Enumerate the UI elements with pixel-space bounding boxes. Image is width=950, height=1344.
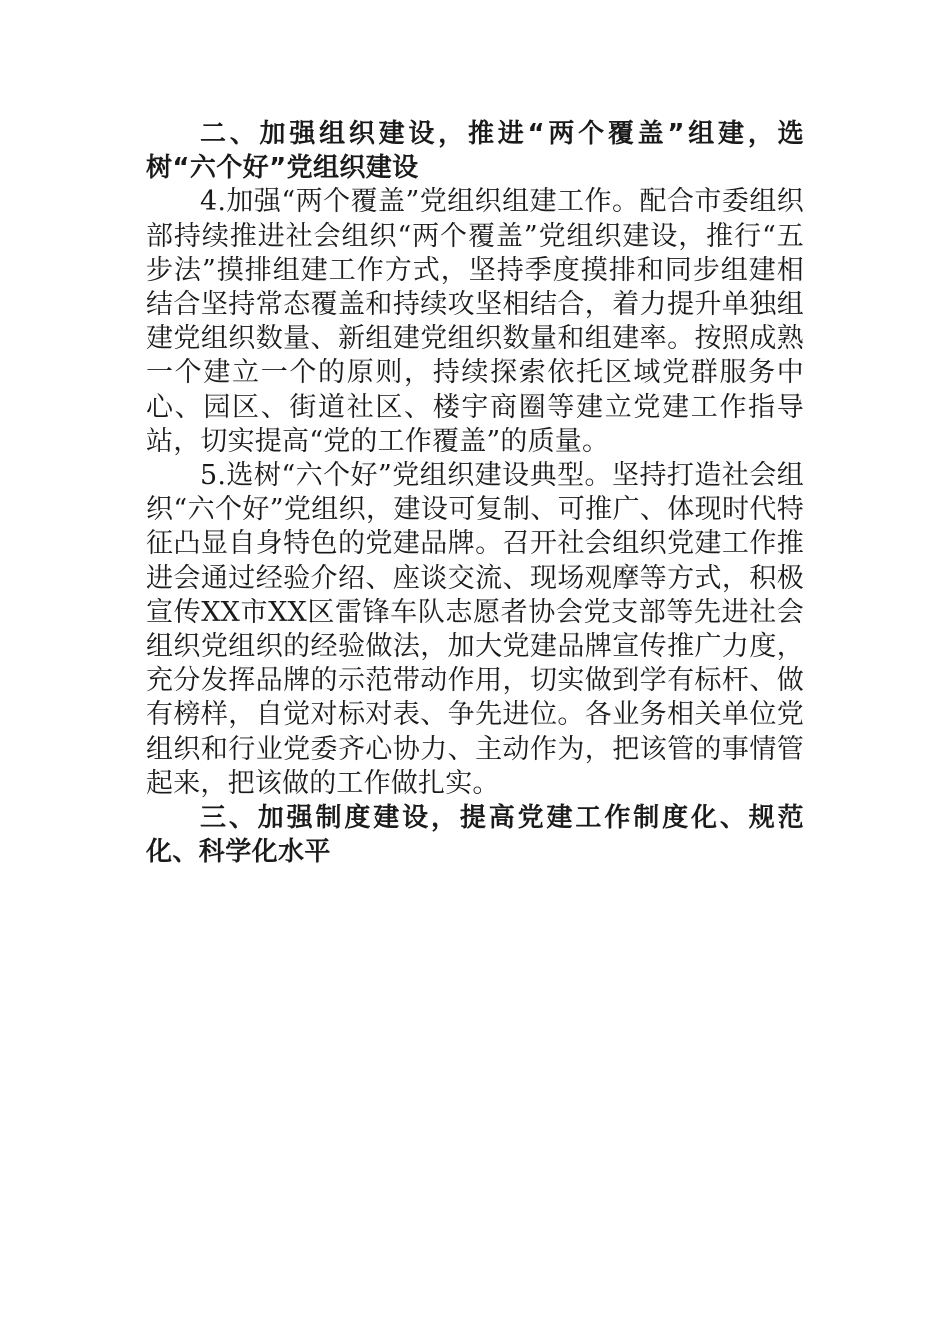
paragraph-4: 4.加强“两个覆盖”党组织组建工作。配合市委组织部持续推进社会组织“两个覆盖”党组织建设，推行“五步法”摸排组建工作方式，坚持季度摸排和同步组建相结合坚持常态覆盖和持续攻坚相结合，着力提升单独组建党组织数量、新组建党组织数量和组建率。按照成熟一个建立一个的原则，持续探索依托区域党群服务中心、园区、街道社区、楼宇商圈等建立党建工作指导站，切实提高“党的工作覆盖”的质量。 (146, 186, 804, 457)
section-heading-3: 三、加强制度建设，提高党建工作制度化、规范化、科学化水平 (146, 803, 804, 868)
document-body (146, 117, 804, 869)
section-heading-2: 二、加强组织建设，推进“两个覆盖”组建，选树“六个好”党组织建设 (146, 119, 804, 184)
paragraph-5: 5.选树“六个好”党组织建设典型。坚持打造社会组织“六个好”党组织，建设可复制、可推广、体现时代特征凸显自身特色的党建品牌。召开社会组织党建工作推进会通过经验介绍、座谈交流、现场观摩等方式，积极宣传XX市XX区雷锋车队志愿者协会党支部等先进社会组织党组织的经验做法，加大党建品牌宣传推广力度，充分发挥品牌的示范带动作用，切实做到学有标杆、做有榜样，自觉对标对表、争先进位。各业务相关单位党组织和行业党委齐心协力、主动作为，把该管的事情管起来，把该做的工作做扎实。 (146, 460, 804, 799)
